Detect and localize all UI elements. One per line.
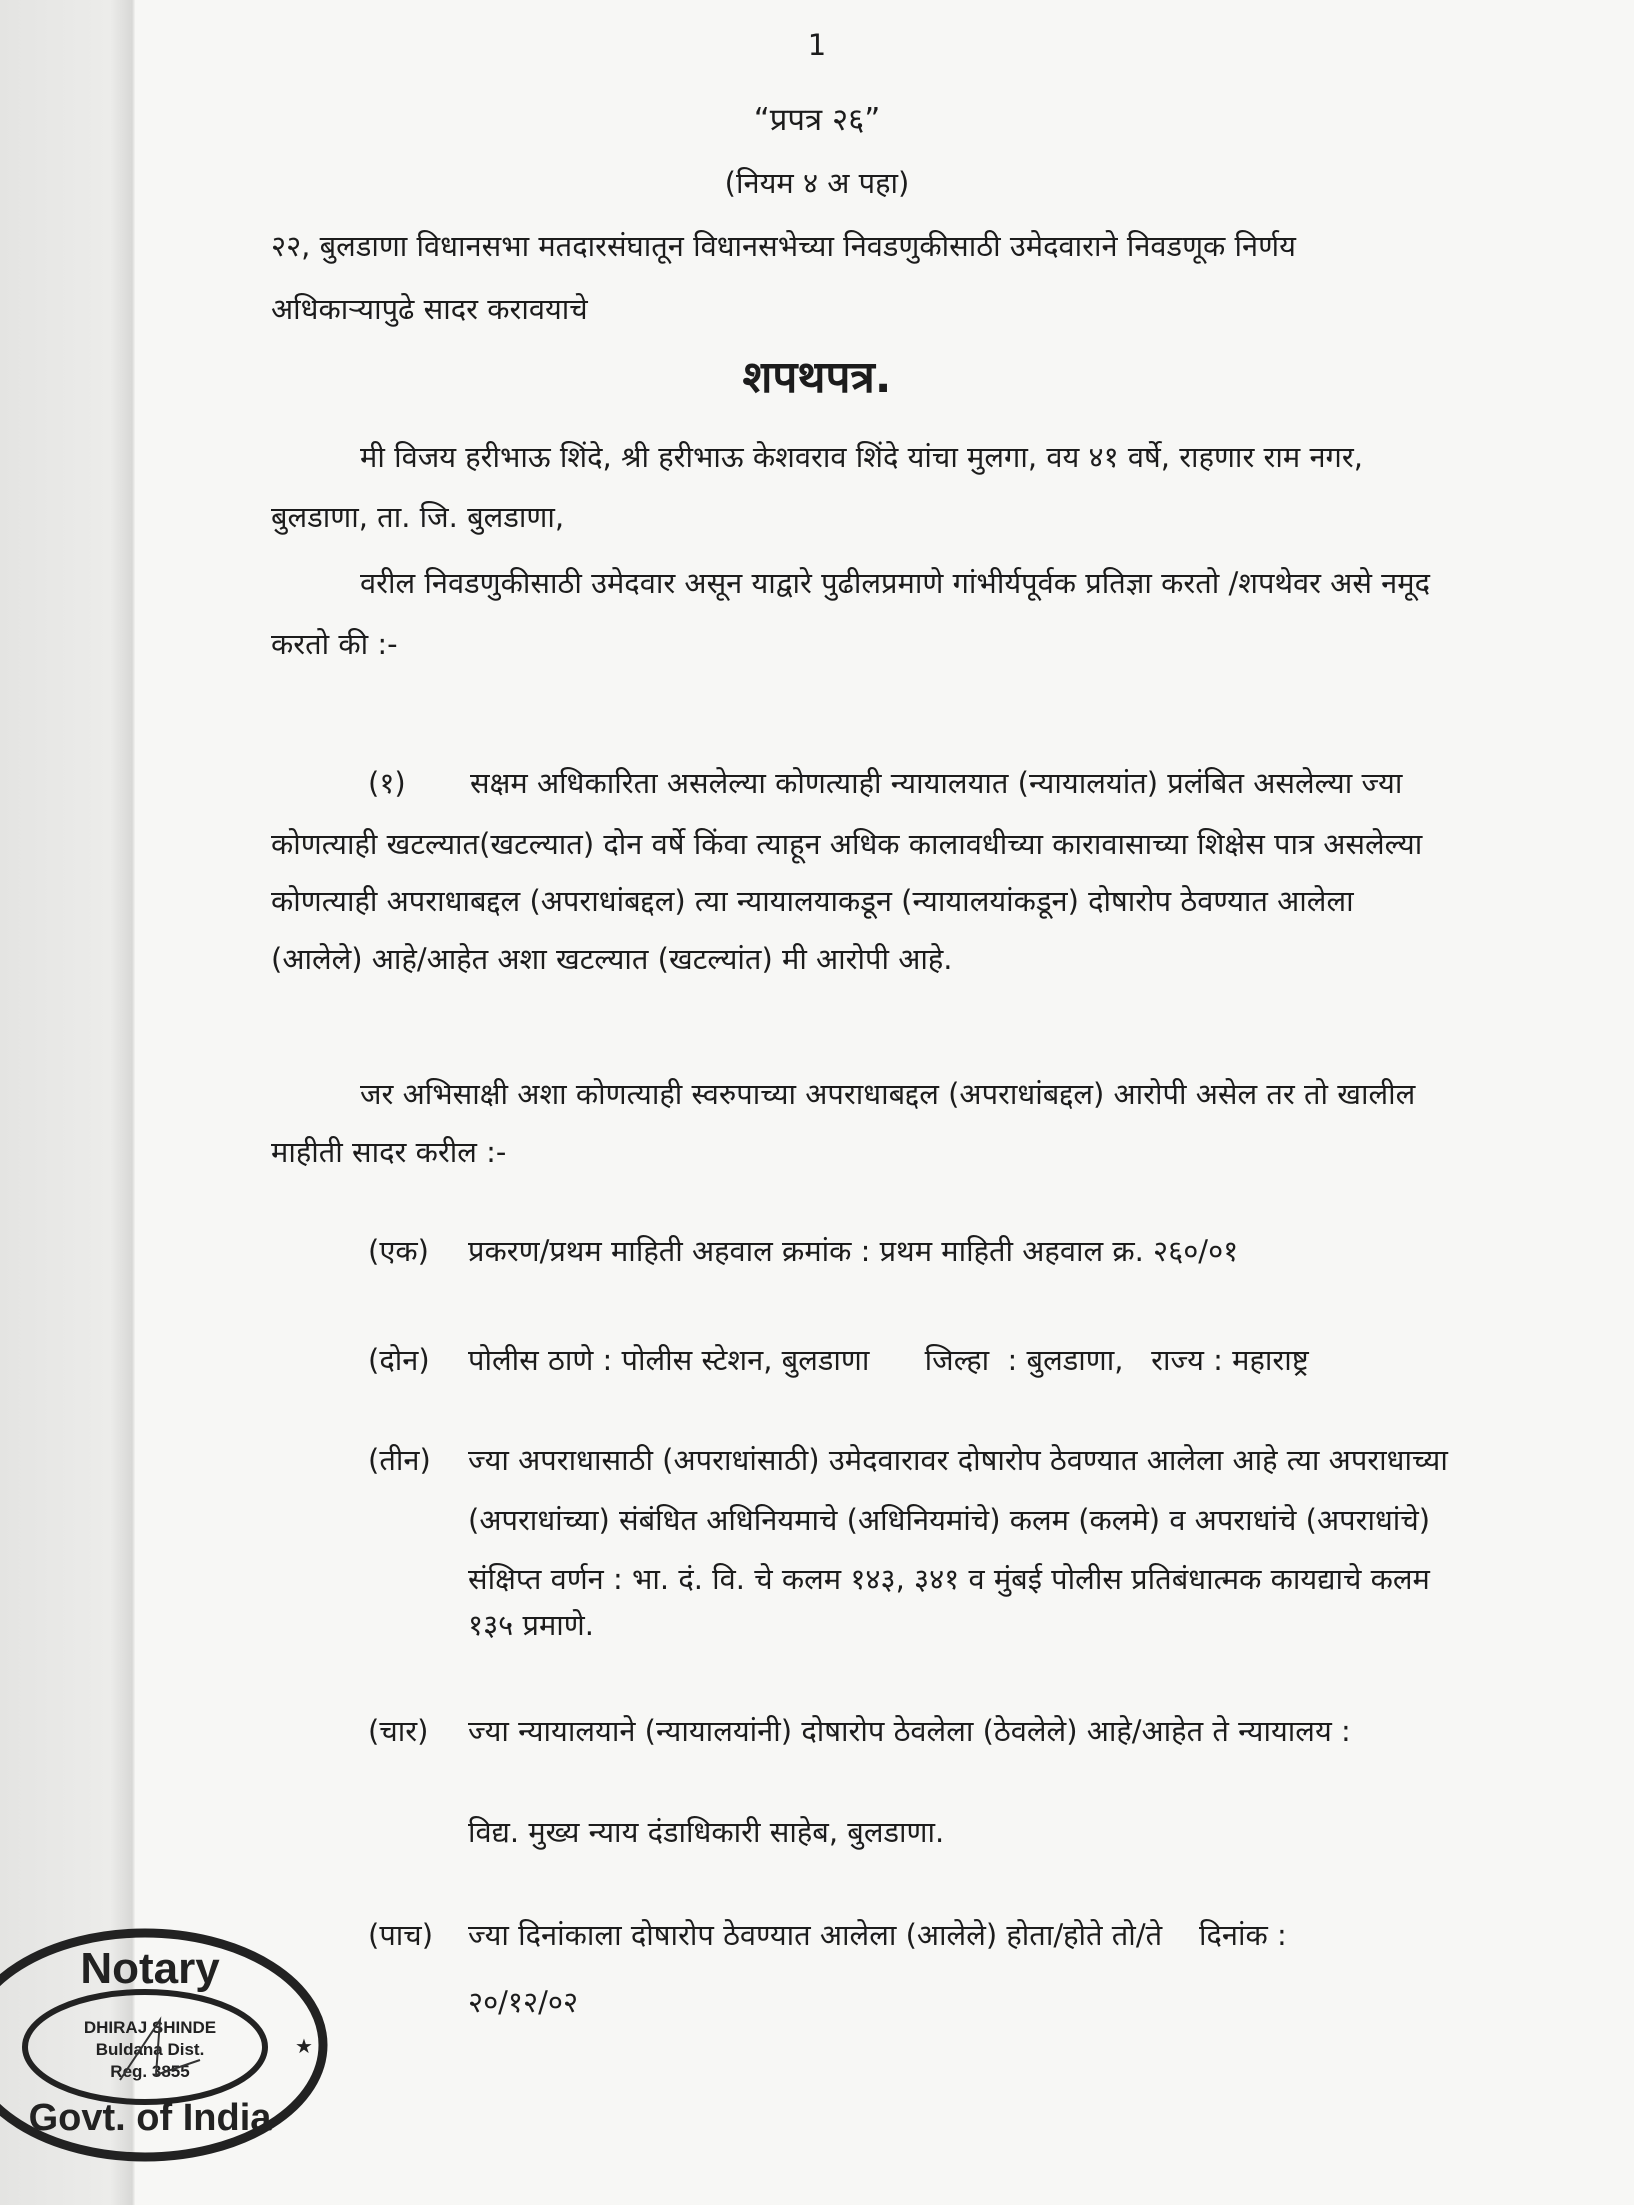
intro-line: अधिकाऱ्यापुढे सादर करावयाचे (271, 292, 588, 326)
info-intro-line: जर अभिसाक्षी अशा कोणत्याही स्वरुपाच्या अपराधाबद्दल (अपराधांबद्दल) आरोपी असेल तर तो खालील (360, 1077, 1416, 1111)
item-line: विद्य. मुख्य न्याय दंडाधिकारी साहेब, बुलडाणा. (468, 1815, 945, 1849)
item-number: (चार) (368, 1714, 429, 1748)
item-line: १३५ प्रमाणे. (468, 1608, 594, 1642)
item-line: ज्या दिनांकाला दोषारोप ठेवण्यात आलेला (आलेले) होता/होते तो/ते दिनांक : (468, 1918, 1287, 1952)
oath-line: करतो की :- (271, 627, 398, 661)
notary-stamp (0, 1925, 330, 2165)
clause-line: (आलेले) आहे/आहेत अशा खटल्यात (खटल्यांत) मी आरोपी आहे. (271, 942, 953, 976)
document-heading: शपथपत्र. (742, 352, 892, 403)
svg-text:DHIRAJ SHINDE: DHIRAJ SHINDE (83, 2018, 217, 2037)
form-title: “प्रपत्र २६” (753, 102, 881, 138)
declarant-line: मी विजय हरीभाऊ शिंदे, श्री हरीभाऊ केशवराव शिंदे यांचा मुलगा, वय ४१ वर्षे, राहणार राम नगर, (360, 440, 1363, 474)
clause-number: (१) (368, 766, 406, 800)
svg-text:Buldana Dist.: Buldana Dist. (95, 2040, 205, 2059)
item-date: २०/१२/०२ (468, 1985, 579, 2019)
item-number: (तीन) (368, 1443, 431, 1477)
rule-reference: (नियम ४ अ पहा) (724, 166, 910, 200)
item-line: (अपराधांच्या) संबंधित अधिनियमाचे (अधिनियमांचे) कलम (कलमे) व अपराधांचे (अपराधांचे) (468, 1503, 1431, 1537)
clause-line: कोणत्याही अपराधाबद्दल (अपराधांबद्दल) त्या न्यायालयाकडून (न्यायालयांकडून) दोषारोप ठेवण्यात आलेला (271, 884, 1354, 918)
clause-line: कोणत्याही खटल्यात(खटल्यात) दोन वर्षे किंवा त्याहून अधिक कालावधीच्या कारावासाच्या शिक्षेस पात्र असलेल्या (271, 827, 1423, 861)
oath-line: वरील निवडणुकीसाठी उमेदवार असून याद्वारे पुढीलप्रमाणे गांभीर्यपूर्वक प्रतिज्ञा करतो /शपथेवर असे नमूद (360, 566, 1430, 600)
svg-text:Reg. 3855: Reg. 3855 (110, 2062, 190, 2081)
intro-line: २२, बुलडाणा विधानसभा मतदारसंघातून विधानसभेच्या निवडणुकीसाठी उमेदवाराने निवडणूक निर्णय (271, 229, 1296, 263)
item-number: (एक) (368, 1234, 429, 1268)
item-line: पोलीस ठाणे : पोलीस स्टेशन, बुलडाणा जिल्हा : बुलडाणा, राज्य : महाराष्ट्र (468, 1343, 1309, 1377)
info-intro-line: माहीती सादर करील :- (271, 1135, 507, 1169)
scan-edge-shadow (0, 0, 135, 2205)
item-line: प्रकरण/प्रथम माहिती अहवाल क्रमांक : प्रथम माहिती अहवाल क्र. २६०/०१ (468, 1234, 1239, 1268)
svg-text:Notary: Notary (80, 1944, 220, 1993)
item-line: ज्या अपराधासाठी (अपराधांसाठी) उमेदवारावर दोषारोप ठेवण्यात आलेला आहे त्या अपराधाच्या (468, 1443, 1448, 1477)
declarant-line: बुलडाणा, ता. जि. बुलडाणा, (271, 500, 565, 534)
item-number: (दोन) (368, 1343, 430, 1377)
item-line: संक्षिप्त वर्णन : भा. दं. वि. चे कलम १४३, ३४१ व मुंबई पोलीस प्रतिबंधात्मक कायद्याचे कलम (468, 1562, 1430, 1596)
item-line: ज्या न्यायालयाने (न्यायालयांनी) दोषारोप ठेवलेला (ठेवलेले) आहे/आहेत ते न्यायालय : (468, 1714, 1351, 1748)
svg-text:★: ★ (295, 2034, 313, 2058)
clause-line: सक्षम अधिकारिता असलेल्या कोणत्याही न्यायालयात (न्यायालयांत) प्रलंबित असलेल्या ज्या (470, 766, 1403, 800)
item-number: (पाच) (368, 1918, 434, 1952)
svg-text:Govt. of India: Govt. of India (28, 2097, 272, 2139)
page-number: 1 (807, 28, 827, 62)
